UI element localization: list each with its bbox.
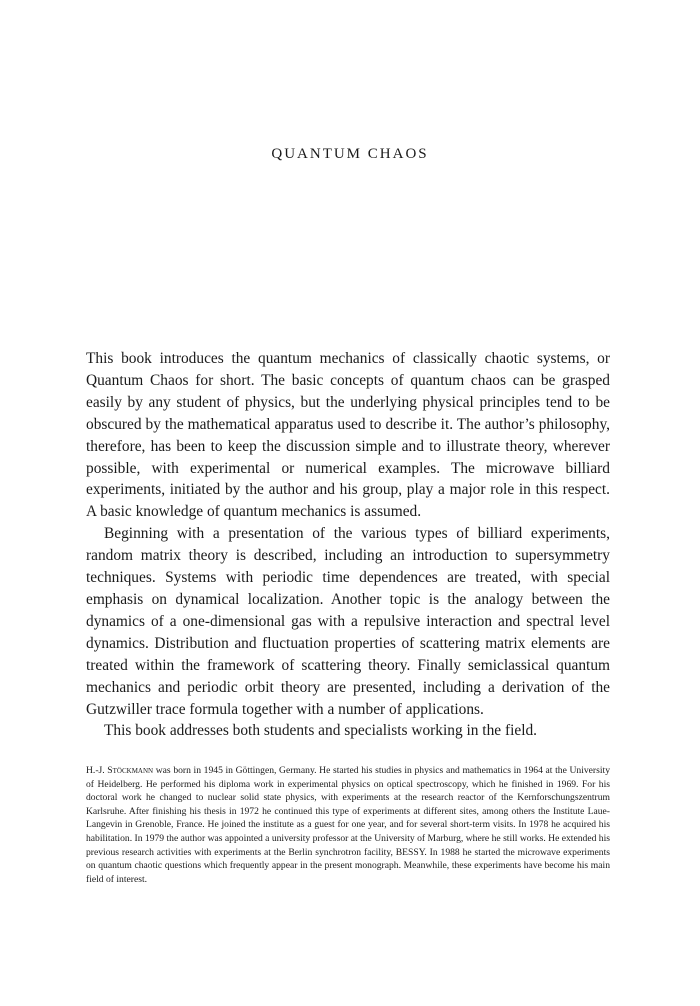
book-title: QUANTUM CHAOS: [271, 146, 429, 162]
description-paragraph-1: This book introduces the quantum mechanics of classically chaotic systems, or Quantum Chaos for short. The basic concepts of quantum chaos can be grasped easily by any student of physics, but the underlying physical principles tend to be obscured by the mathematical apparatus used to describe it. The author’s philosophy, therefore, has been to keep the discussion simple and to illustrate theory, wherever possible, with experimental or numerical examples. The microwave billiard experiments, initiated by the author and his group, play a major role in this respect. A basic knowledge of quantum mechanics is assumed.: [86, 350, 610, 521]
author-biography-text: was born in 1945 in Göttingen, Germany. He started his studies in physics and mathematics in 1964 at the University of Heidelberg. He performed his diploma work in experimental physics on optical spectroscopy, which he finished in 1969. For his doctoral work he changed to nuclear solid state physics, with experiments at the research reactor of the Kernforschungszentrum Karlsruhe. After finishing his thesis in 1972 he continued this type of experiments at different sites, among others the Institute Laue-Langevin in Grenoble, France. He joined the institute as a guest for one year, and for several short-term visits. In 1978 he acquired his habilitation. In 1979 the author was appointed a university professor at the University of Marburg, where he still works. He extended his previous research activities with experiments at the Berlin synchrotron facility, BESSY. In 1988 he started the microwave experiments on quantum chaotic questions which frequently appear in the present monograph. Meanwhile, these experiments have become his main field of interest.: [86, 765, 610, 885]
author-biography: [86, 764, 610, 886]
book-description: [86, 348, 610, 742]
description-paragraph-3: This book addresses both students and specialists working in the field.: [104, 722, 538, 740]
description-paragraph-2: Beginning with a presentation of the various types of billiard experiments, random matrix theory is described, including an introduction to supersymmetry techniques. Systems with periodic time dependences are treated, with special emphasis on dynamical localization. Another topic is the analogy between the dynamics of a one-dimensional gas with a repulsive interaction and spectral level dynamics. Distribution and fluctuation properties of scattering matrix elements are treated within the framework of scattering theory. Finally semiclassical quantum mechanics and periodic orbit theory are presented, including a derivation of the Gutzwiller trace formula together with a number of applications.: [86, 525, 610, 718]
author-name: H.-J. Stöckmann: [86, 765, 154, 776]
